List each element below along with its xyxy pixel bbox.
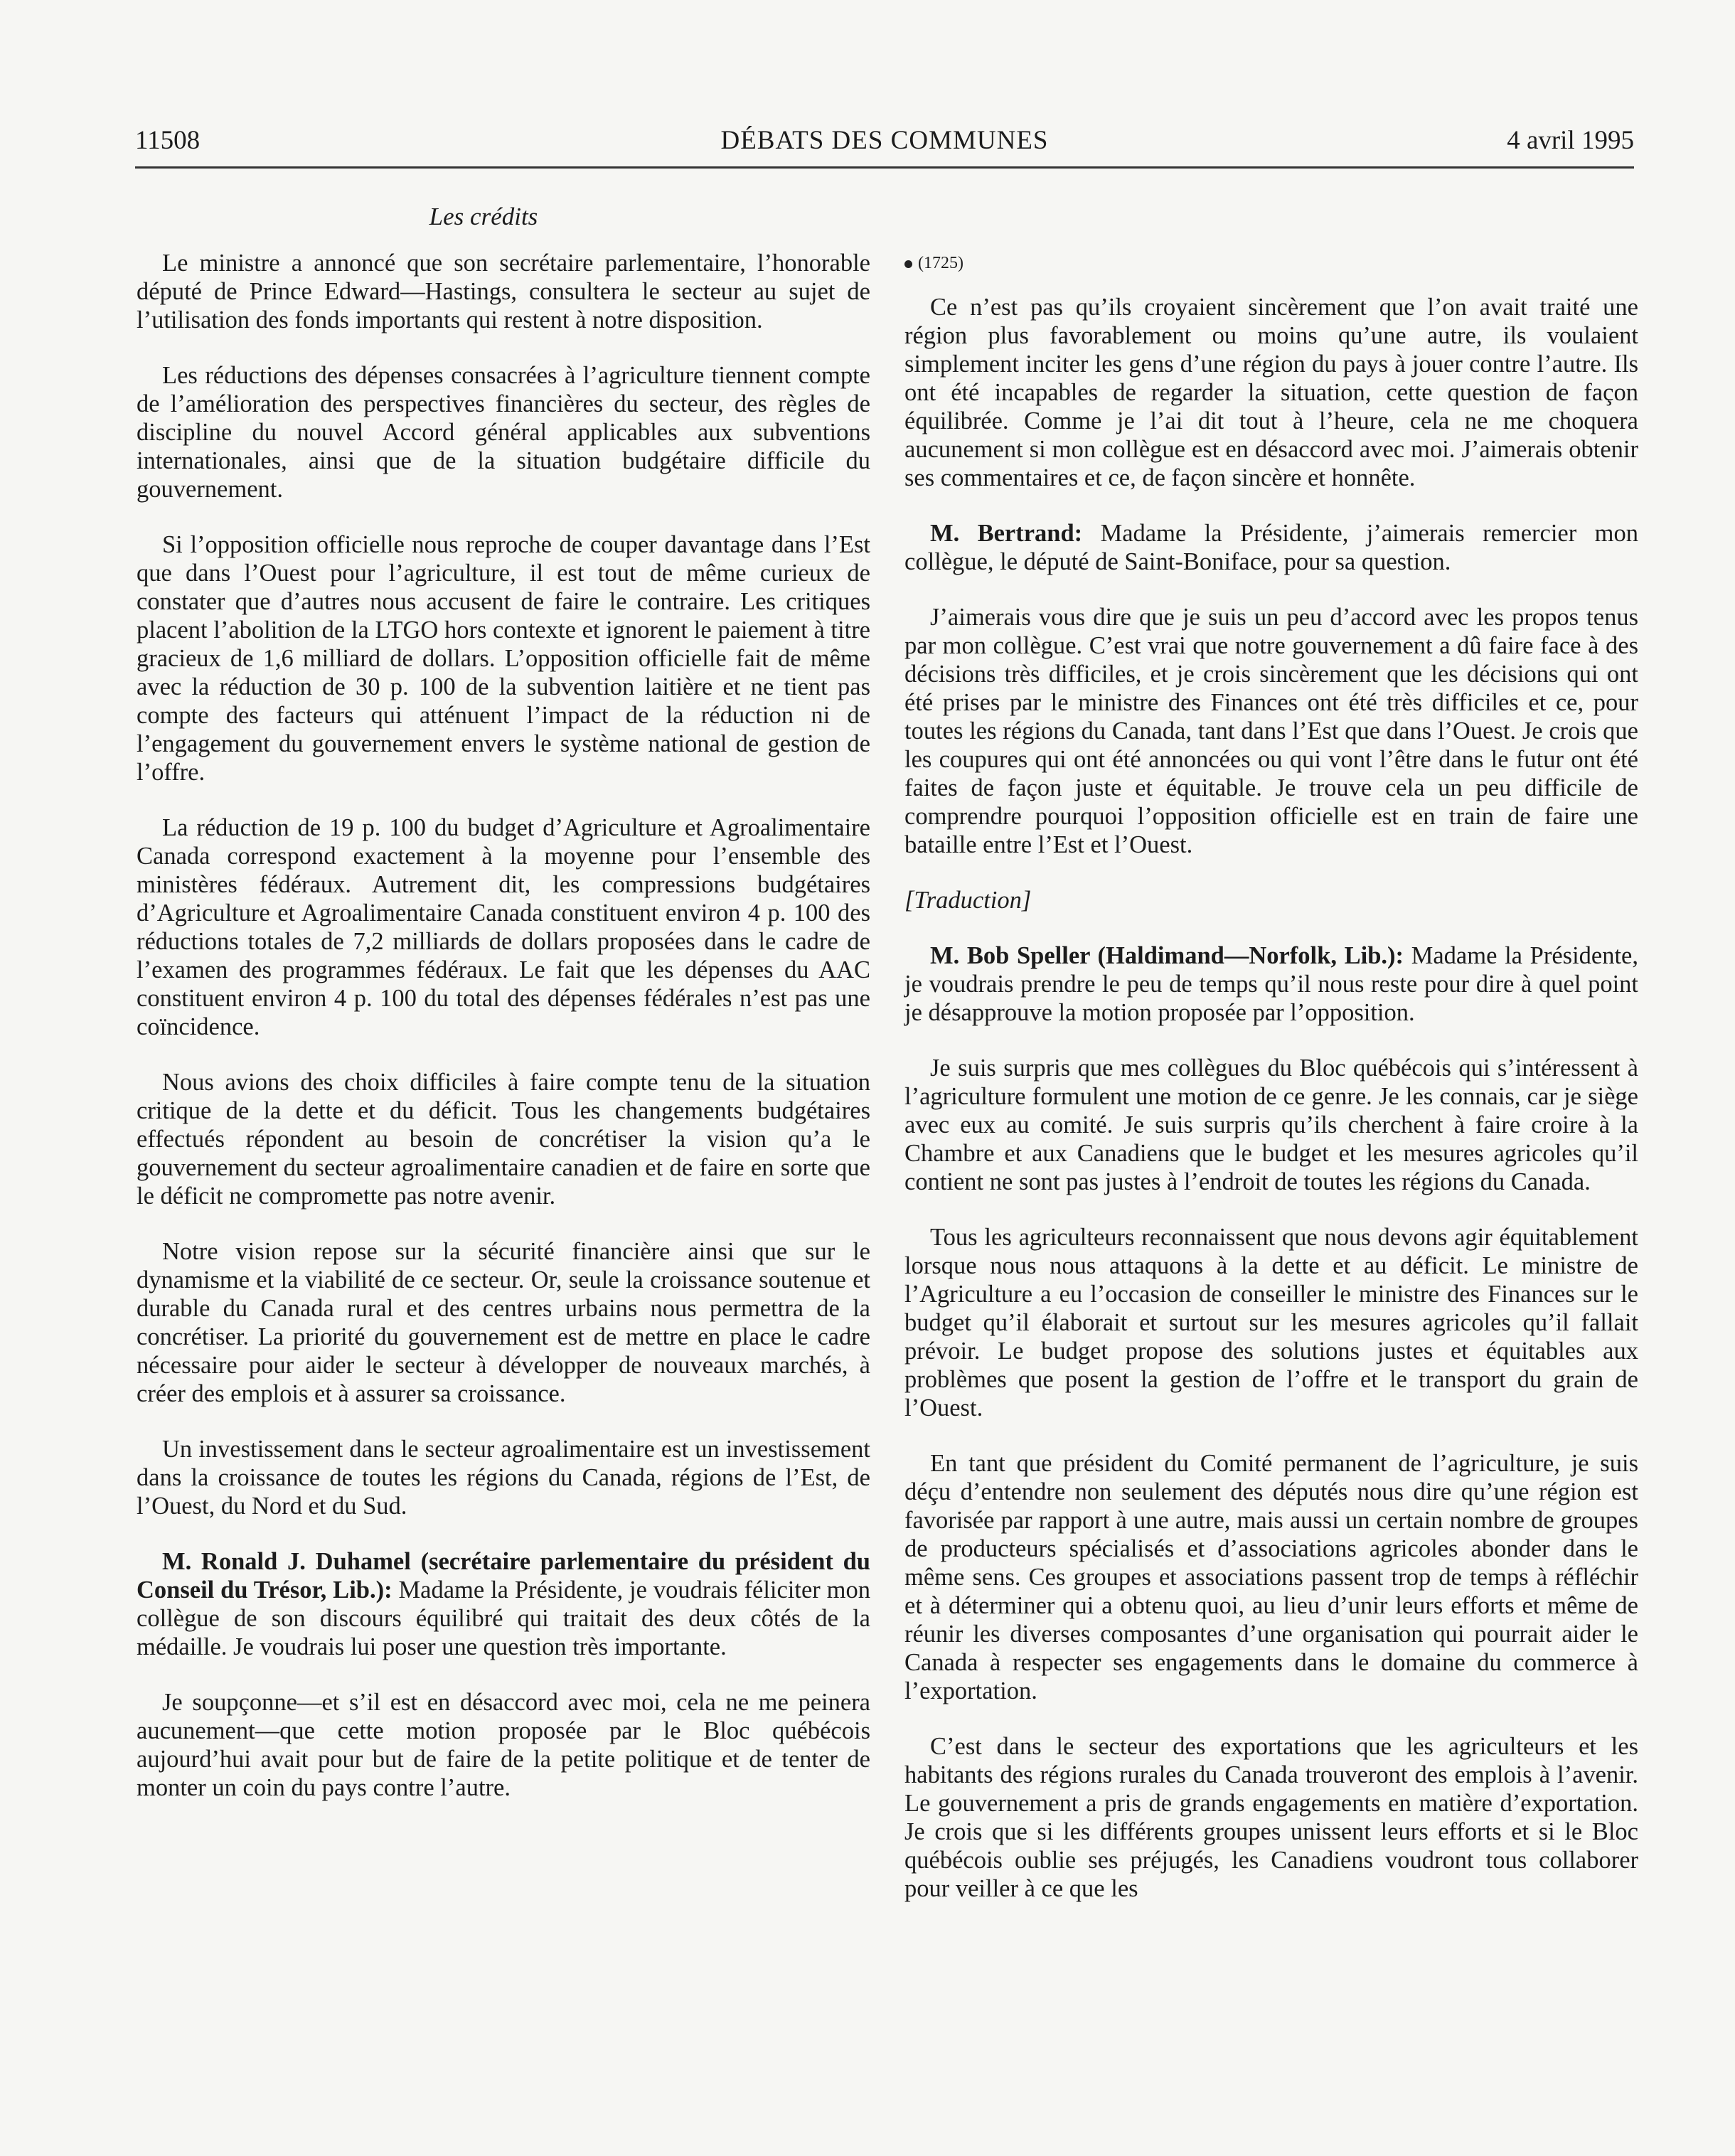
paragraph: Tous les agriculteurs reconnaissent que nous devons agir équitablement lorsque nous nous attaquons à la dette et au déficit. Le ministre de l’Agriculture a eu l’occasion de conseiller le ministre des Finances sur le budget qu’il élaborait et surtout sur les mesures agricoles qu’il fallait prévoir. Le budget propose des solutions justes et équitables aux problèmes que posent la gestion de l’offre et le transport du grain de l’Ouest. (904, 1224, 1638, 1421)
paragraph: Si l’opposition officielle nous reproche de couper davantage dans l’Est que dans l’Ouest pour l’agriculture, il est tout de même curieux de constater que d’autres nous accusent de faire le contraire. Les critiques placent l’abolition de la LTGO hors contexte et ignorent le paiement à titre gracieux de 1,6 milliard de dollars. L’opposition officielle fait de même avec la réduction de 30 p. 100 de la subvention laitière et ne tient pas compte des facteurs qui atténuent l’impact de la réduction ni de l’engagement du gouvernement envers le système national de gestion de l’offre. (137, 531, 870, 786)
speaker-name: M. Ronald J. Duhamel (secrétaire parlementaire du président du Conseil du Trésor, Lib.): (137, 1548, 870, 1603)
time-marker (904, 249, 1638, 277)
speech-text: Madame la Présidente, je voudrais féliciter mon collègue de son discours équilibré qui traitait des deux côtés de la médaille. Je voudrais lui poser une question très importante. (137, 1576, 870, 1660)
paragraph: La réduction de 19 p. 100 du budget d’Agriculture et Agroalimentaire Canada correspond exactement à la moyenne pour l’ensemble des ministères fédéraux. Autrement dit, les compressions budgétaires d’Agriculture et Agroalimentaire Canada constituent environ 4 p. 100 des réductions totales de 7,2 milliards de dollars proposées dans le cadre de l’examen des programmes fédéraux. Le fait que les dépenses du AAC constituent environ 4 p. 100 du total des dépenses fédérales n’est pas une coïncidence. (137, 814, 870, 1040)
paragraph: Un investissement dans le secteur agroalimentaire est un investissement dans la croissance de toutes les régions du Canada, régions de l’Est, de l’Ouest, du Nord et du Sud. (137, 1436, 870, 1520)
paragraph: Le ministre a annoncé que son secrétaire parlementaire, l’honorable député de Prince Edward—Hastings, consultera le secteur au sujet de l’utilisation des fonds importants qui restent à notre disposition. (137, 250, 870, 333)
speaker-name: M. Bob Speller (Haldimand—Norfolk, Lib.): (930, 942, 1404, 969)
paragraph: C’est dans le secteur des exportations que les agriculteurs et les habitants des régions rurales du Canada trouveront des emplois à l’avenir. Le gouvernement a pris de grands engagements en matière d’exportation. Je crois que si les différents groupes unissent leurs efforts et si le Bloc québécois oublie ses préjugés, les Canadiens voudront tous collaborer pour veiller à ce que les (904, 1733, 1638, 1902)
page-number: 11508 (135, 126, 201, 155)
publication-date: 4 avril 1995 (1507, 126, 1634, 155)
speech-text: Madame la Présidente, je voudrais prendre le peu de temps qu’il nous reste pour dire à quel point je désapprouve la motion proposée par l’opposition. (904, 942, 1638, 1026)
speech-paragraph (137, 1547, 870, 1661)
page-header (135, 122, 1634, 169)
paragraph: Ce n’est pas qu’ils croyaient sincèrement que l’on avait traité une région plus favorablement ou moins qu’une autre, ils voulaient simplement inciter les gens d’une région du pays à jouer contre l’autre. Ils ont été incapables de regarder la situation, cette question de façon équilibrée. Comme je l’ai dit tout à l’heure, cela ne me choquera aucunement si mon collègue est en désaccord avec moi. J’aimerais obtenir ses commentaires et ce, de façon sincère et honnête. (904, 294, 1638, 491)
paragraph: Je suis surpris que mes collègues du Bloc québécois qui s’intéressent à l’agriculture formulent une motion de ce genre. Je les connais, car je siège avec eux au comité. Je suis surpris qu’ils cherchent à faire croire à la Chambre et aux Canadiens que le budget et les mesures agricoles qu’il contient ne sont pas justes à l’endroit de toutes les régions du Canada. (904, 1055, 1638, 1195)
speech-paragraph (904, 941, 1638, 1027)
paragraph: J’aimerais vous dire que je suis un peu d’accord avec les propos tenus par mon collègue. C’est vrai que notre gouvernement a dû faire face à des décisions très difficiles, et je crois sincèrement que les décisions qui ont été prises par le ministre des Finances ont été très difficiles et ce, pour toutes les régions du Canada, tant dans l’Est que dans l’Ouest. Je crois que les coupures qui ont été annoncées ou qui vont l’être dans le futur ont été faites de façon juste et équitable. Je trouve cela un peu difficile de comprendre pourquoi l’opposition officielle est en train de faire une bataille entre l’Est et l’Ouest. (904, 604, 1638, 858)
speech-text: Madame la Présidente, j’aimerais remercier mon collègue, le député de Saint-Boniface, pour sa question. (904, 520, 1638, 575)
bullet-icon (904, 260, 912, 268)
publication-title: DÉBATS DES COMMUNES (720, 126, 1049, 155)
paragraph: Je soupçonne—et s’il est en désaccord avec moi, cela ne me peinera aucunement—que cette motion proposée par le Bloc québécois aujourd’hui avait pour but de faire de la petite politique et de tenter de monter un coin du pays contre l’autre. (137, 1689, 870, 1801)
paragraph: Nous avions des choix difficiles à faire compte tenu de la situation critique de la dette et du déficit. Tous les changements budgétaires effectués répondent au besoin de concrétiser la vision qu’a le gouvernement du secteur agroalimentaire canadien et de faire en sorte que le déficit ne compromette pas notre avenir. (137, 1069, 870, 1210)
paragraph: Notre vision repose sur la sécurité financière ainsi que sur le dynamisme et la viabilité de ce secteur. Or, seule la croissance soutenue et durable du Canada rural et des centres urbains nous permettra de la concrétiser. La priorité du gouvernement est de mettre en place le cadre nécessaire pour aider le secteur à développer de nouveaux marchés, à créer des emplois et à assurer sa croissance. (137, 1238, 870, 1407)
speaker-name: M. Bertrand: (930, 520, 1083, 547)
time-marker-text: (1725) (918, 254, 963, 272)
right-column (904, 249, 1638, 1930)
paragraph: En tant que président du Comité permanent de l’agriculture, je suis déçu d’entendre non seulement des députés nous dire qu’une région est favorisée par rapport à une autre, mais aussi un certain nombre de groupes de producteurs spécialisés et d’associations agricoles abonder dans le même sens. Ces groupes et associations passent trop de temps à réfléchir et à déterminer qui a obtenu quoi, au lieu d’unir leurs efforts et même de réunir les diverses composantes d’une organisation qui pourrait aider le Canada à respecter ses engagements dans le domaine du commerce à l’exportation. (904, 1450, 1638, 1704)
section-title: Les crédits (429, 203, 538, 230)
left-column (137, 249, 870, 1829)
speech-paragraph (904, 519, 1638, 576)
translation-tag: [Traduction] (904, 887, 1032, 914)
paragraph: Les réductions des dépenses consacrées à l’agriculture tiennent compte de l’amélioration des perspectives financières du secteur, des règles de discipline du nouvel Accord général applicables aux subventions internationales, ainsi que de la situation budgétaire difficile du gouvernement. (137, 362, 870, 503)
